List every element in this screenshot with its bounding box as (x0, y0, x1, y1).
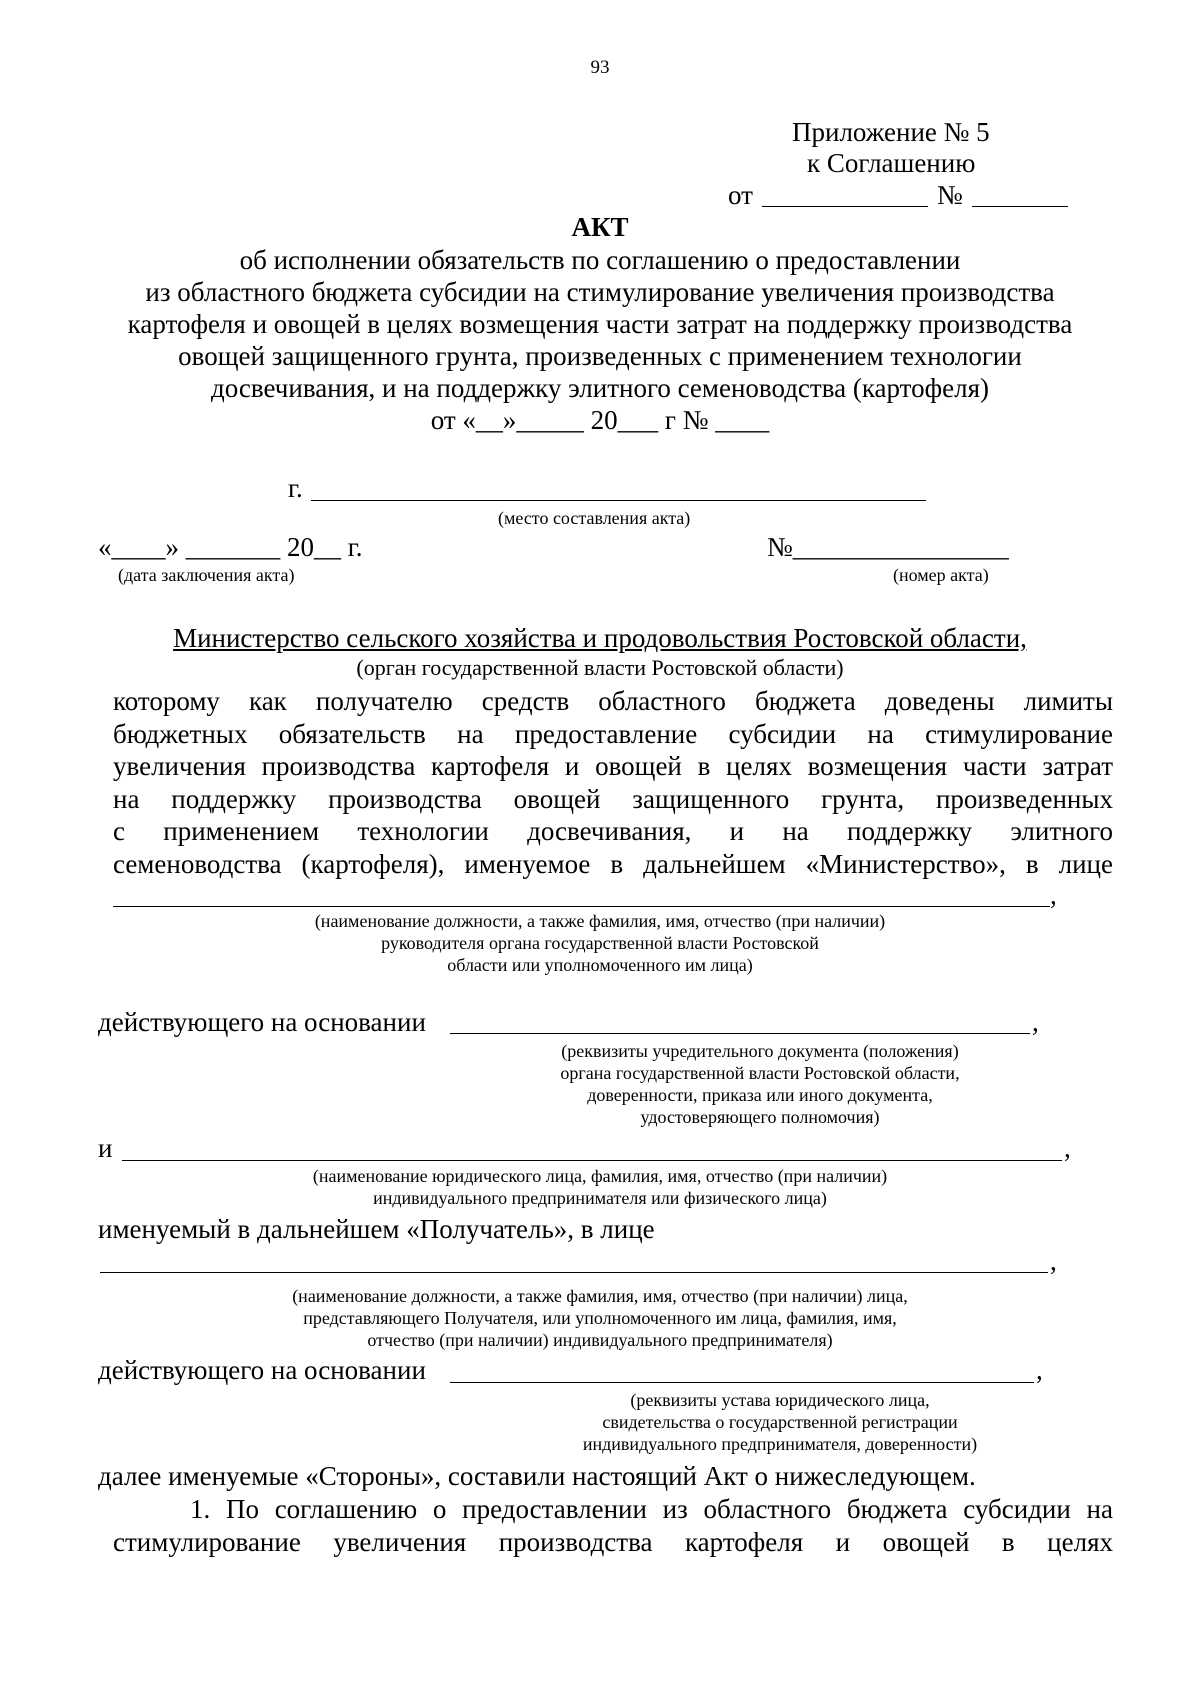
paragraph-line: с применением технологии досвечивания, и на поддержку элитного (113, 816, 1113, 846)
paragraph-line: семеноводства (картофеля), именуемое в дальнейшем «Министерство», в лице (113, 848, 1113, 879)
appendix-title: Приложение № 5 (792, 117, 990, 147)
basis2-caption-line: индивидуального предпринимателя, доверенности) (582, 1434, 978, 1454)
head-caption-line: руководителя органа государственной власти Ростовской (381, 933, 819, 953)
head-comma: , (1050, 880, 1057, 910)
page-number: 93 (590, 57, 610, 78)
paragraph-line: которому как получателю средств областного бюджета доведены лимиты (113, 686, 1113, 716)
recipient-named: именуемый в дальнейшем «Получатель», в лице (98, 1214, 655, 1244)
basis-label: действующего на основании (98, 1007, 426, 1037)
basis-comma: , (1032, 1007, 1039, 1037)
item1-line: стимулирование увеличения производства картофеля и овощей в целях (113, 1527, 1113, 1557)
basis2-caption-line: свидетельства о государственной регистрации (602, 1412, 958, 1432)
recipient-rep-blank (100, 1272, 1048, 1273)
appendix-number-blank (972, 206, 1068, 207)
basis2-caption-line: (реквизиты устава юридического лица, (630, 1390, 930, 1410)
recipient-rep-caption-line: (наименование должности, а также фамилия, имя, отчество (при наличии) лица, (292, 1286, 908, 1306)
recipient-comma: , (1064, 1133, 1071, 1163)
place-caption: (место составления акта) (498, 508, 691, 528)
act-date-caption: (дата заключения акта) (118, 565, 295, 585)
paragraph-ministry-description (113, 685, 1113, 880)
closing-sentence: далее именуемые «Стороны», составили настоящий Акт о нижеследующем. (98, 1461, 976, 1491)
paragraph-line: увеличения производства картофеля и овощей в целях возмещения части затрат (113, 751, 1113, 781)
basis2-label: действующего на основании (98, 1355, 426, 1385)
head-name-blank (113, 906, 1050, 907)
act-date-field: «____» _______ 20__ г. (98, 532, 363, 562)
appendix-date-blank (762, 206, 928, 207)
recipient-rep-caption-line: представляющего Получателя, или уполномоченного им лица, фамилия, имя, (303, 1308, 897, 1328)
basis-caption-line: (реквизиты учредительного документа (положения) (561, 1041, 959, 1061)
act-title-line: картофеля и овощей в целях возмещения части затрат на поддержку производства (127, 309, 1073, 339)
basis2-comma: , (1036, 1355, 1043, 1385)
place-prefix: г. (288, 473, 303, 503)
act-title-line: об исполнении обязательств по соглашению о предоставлении (239, 245, 961, 275)
recipient-blank (122, 1160, 1062, 1161)
ministry-name: Министерство сельского хозяйства и продовольствия Ростовской области, (173, 623, 1027, 653)
recipient-rep-caption-line: отчество (при наличии) индивидуального предпринимателя) (367, 1330, 833, 1350)
act-date-line: от «__»_____ 20___ г № ____ (430, 405, 770, 435)
recipient-caption-line: индивидуального предпринимателя или физического лица) (373, 1188, 827, 1208)
act-heading: АКТ (571, 212, 629, 242)
ministry-caption: (орган государственной власти Ростовской области) (356, 655, 844, 680)
item1-line: 1. По соглашению о предоставлении из областного бюджета субсидии на (190, 1494, 1113, 1524)
act-title-line: досвечивания, и на поддержку элитного семеноводства (картофеля) (211, 373, 989, 403)
act-number-field: №________________ (767, 532, 1009, 562)
basis-caption-line: удостоверяющего полномочия) (640, 1107, 880, 1127)
basis-caption-line: органа государственной власти Ростовской области, (560, 1063, 960, 1083)
recipient-caption-line: (наименование юридического лица, фамилия, имя, отчество (при наличии) (312, 1166, 888, 1186)
recipient-and: и (98, 1133, 113, 1163)
appendix-number-sign: № (937, 180, 963, 210)
act-title-line: овощей защищенного грунта, произведенных с применением технологии (178, 341, 1022, 371)
head-caption-line: (наименование должности, а также фамилия, имя, отчество (при наличии) (314, 911, 886, 931)
basis-caption-line: доверенности, приказа или иного документа, (587, 1085, 933, 1105)
paragraph-line: на поддержку производства овощей защищенного грунта, произведенных (113, 783, 1113, 814)
head-caption-line: области или уполномоченного им лица) (447, 955, 753, 975)
basis-blank (450, 1033, 1030, 1034)
place-blank (311, 500, 926, 501)
appendix-agreement: к Соглашению (807, 148, 976, 178)
recipient-rep-comma: , (1050, 1246, 1057, 1276)
paragraph-line: бюджетных обязательств на предоставление субсидии на стимулирование (113, 718, 1113, 749)
act-number-caption: (номер акта) (893, 565, 989, 585)
appendix-from-label: от (728, 180, 753, 210)
basis2-blank (450, 1382, 1034, 1383)
act-title-line: из областного бюджета субсидии на стимулирование увеличения производства (145, 277, 1055, 307)
